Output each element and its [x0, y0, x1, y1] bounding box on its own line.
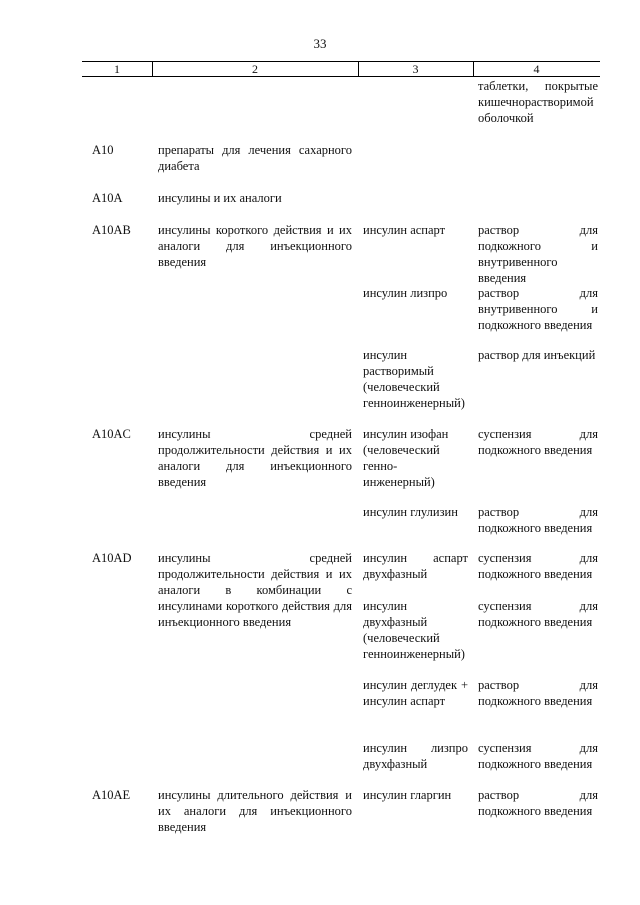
dosage-form: суспензия для подкожного введения: [478, 551, 598, 581]
dosage-form: раствор для подкожного введения: [478, 788, 598, 818]
header-col-1: 1: [114, 62, 120, 76]
page-number: 33: [313, 36, 327, 51]
atc-code: A10AC: [92, 427, 131, 441]
drug-name: инсулин лизпро двухфазный: [363, 741, 468, 771]
drug-name: инсулин деглудек + инсулин аспарт: [363, 678, 468, 708]
dosage-form: суспензия для подкожного введения: [478, 741, 598, 771]
drug-name: инсулин гларгин: [363, 788, 452, 802]
dosage-form: суспензия для подкожного введения: [478, 599, 598, 629]
atc-code: A10A: [92, 191, 123, 205]
header-col-4: 4: [533, 62, 540, 76]
atc-description: инсулины средней продолжительности действия и их аналоги для инъекционного введения: [158, 427, 352, 489]
atc-description: инсулины длительного действия и их аналоги для инъекционного введения: [158, 788, 352, 834]
header-col-3: 3: [412, 62, 419, 76]
dosage-form: суспензия для подкожного введения: [478, 427, 598, 457]
atc-code: A10: [92, 143, 114, 157]
atc-description: инсулины средней продолжительности действия и их аналоги в комбинации с инсулинами короткого действия для инъекционного введения: [158, 551, 352, 629]
atc-code: A10AE: [92, 788, 131, 802]
dosage-form: раствор для подкожного введения: [478, 678, 598, 708]
atc-description: препараты для лечения сахарного диабета: [158, 143, 352, 173]
drug-name: инсулин глулизин: [363, 505, 458, 519]
drug-name: инсулин двухфазный (человеческий генноинженерный): [363, 599, 465, 661]
atc-code: A10AB: [92, 223, 131, 237]
drug-name: инсулин аспарт двухфазный: [363, 551, 468, 581]
atc-description: инсулины и их аналоги: [158, 191, 282, 205]
atc-code: A10AD: [92, 551, 132, 565]
drug-name: инсулин изофан (человеческий генно-инженерный): [363, 427, 449, 489]
table-header: [82, 61, 600, 77]
atc-description: инсулины короткого действия и их аналоги для инъекционного введения: [158, 223, 352, 269]
dosage-form: раствор для подкожного введения: [478, 505, 598, 535]
dosage-form: раствор для подкожного и внутривенного введения: [478, 223, 598, 285]
dosage-form: раствор для инъекций: [478, 348, 596, 362]
drug-name: инсулин лизпро: [363, 286, 448, 300]
drug-name: инсулин аспарт: [363, 223, 446, 237]
drug-name: инсулин растворимый (человеческий генноинженерный): [363, 348, 465, 410]
header-col-2: 2: [252, 62, 258, 76]
dosage-form: раствор для внутривенного и подкожного введения: [478, 286, 598, 332]
continuation-form: таблетки, покрытые кишечнорастворимой оболочкой: [478, 79, 598, 125]
